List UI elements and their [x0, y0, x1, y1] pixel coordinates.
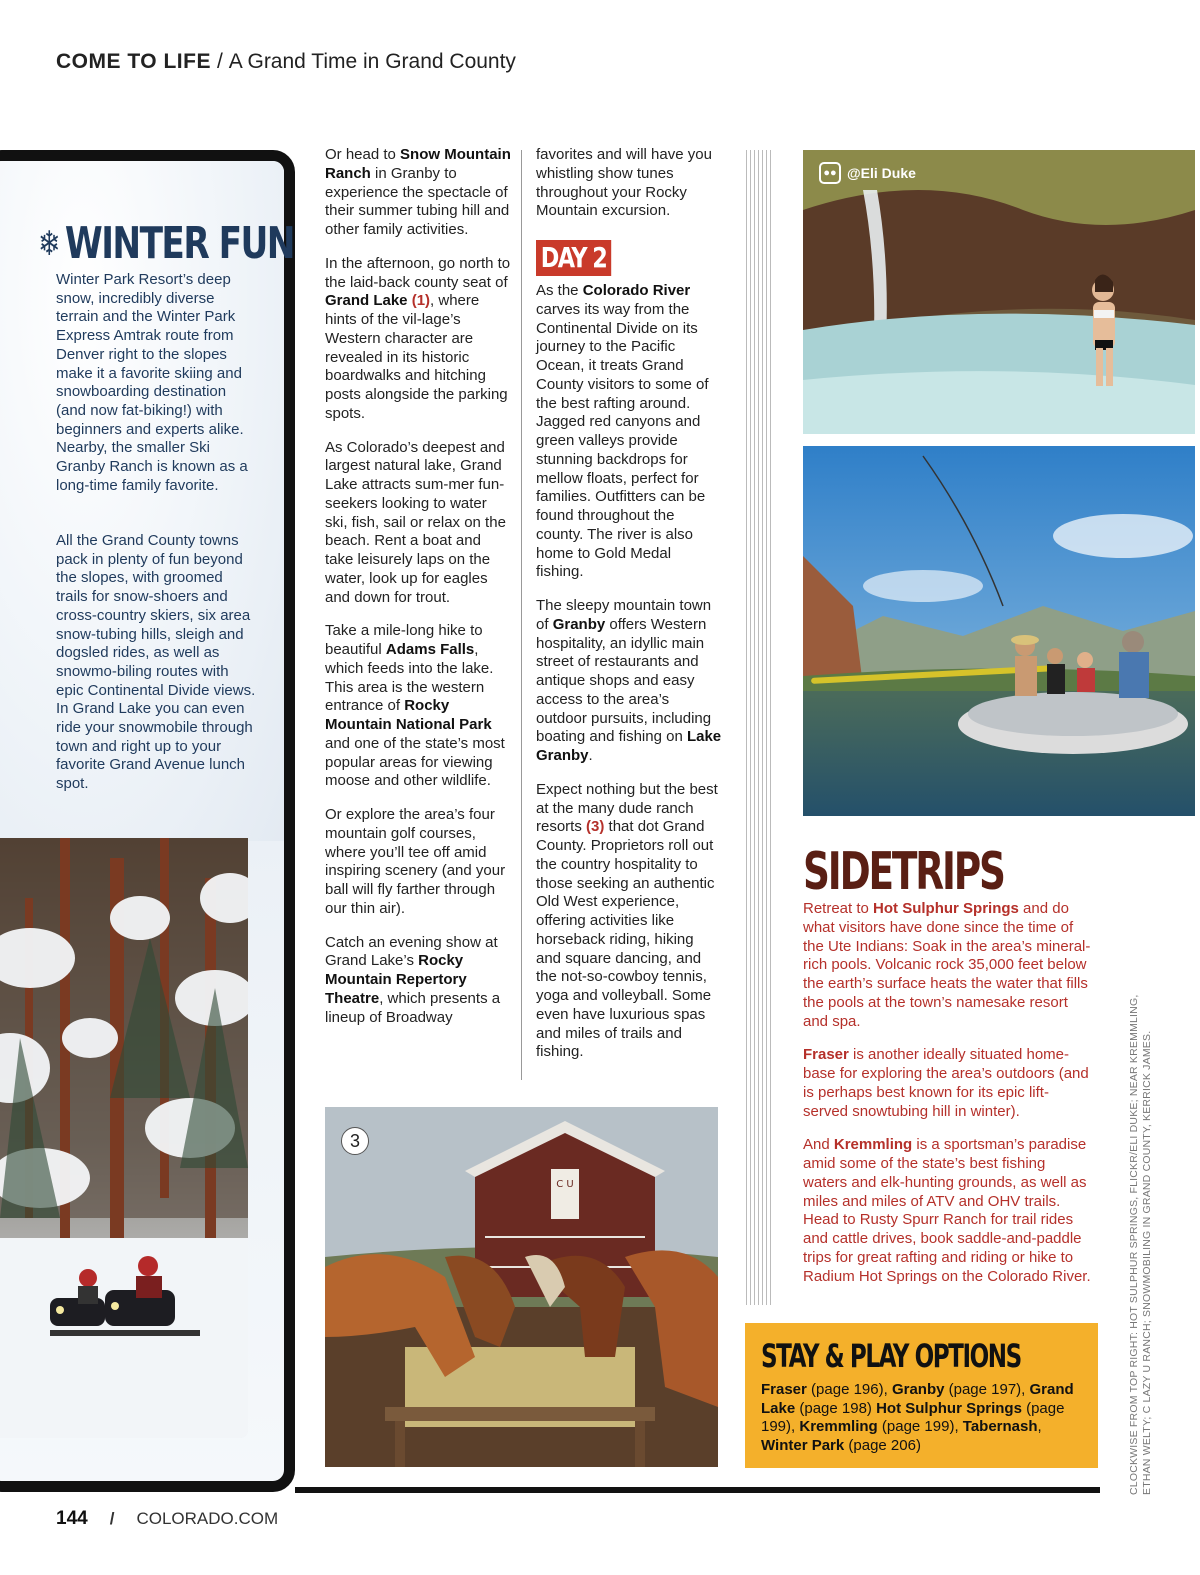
header-separator: /	[216, 50, 223, 73]
bold-term: Adams Falls	[385, 641, 475, 658]
bold-term: Snow Mountain Ranch	[325, 146, 511, 182]
sidetrips-title: SIDETRIPS	[803, 842, 1004, 902]
location-number-badge: 3	[341, 1127, 369, 1155]
winter-title-text: WINTER FUN	[64, 218, 294, 269]
decorative-stripe	[746, 150, 774, 1305]
stay-play-box	[745, 1323, 1098, 1468]
col1-paragraph: Or explore the area’s four mountain golf courses, where you’ll tee off amid inspiring scenery (and your ball will fly farther through our thin air).	[325, 806, 506, 917]
ranch-photo-art	[325, 1107, 718, 1467]
bold-term: Hot Sulphur Springs	[876, 1399, 1022, 1417]
snowmobile-photo	[0, 838, 248, 1438]
ranch-horses-photo	[325, 1107, 718, 1467]
page-footer	[56, 1508, 278, 1530]
bold-term: Rocky Mountain Repertory Theatre	[325, 952, 467, 1007]
bold-term: Fraser	[803, 1046, 849, 1064]
bottom-rule	[295, 1487, 1100, 1493]
col1-paragraph: Catch an evening show at Grand Lake’s Rocky Mountain Repertory Theatre, which presents a lineup of Broadway	[325, 933, 501, 1026]
bold-term: Tabernash	[962, 1418, 1038, 1435]
snowmobile-photo-art	[0, 838, 248, 1438]
bold-term: Rocky Mountain National Park	[325, 697, 492, 733]
col1-paragraph: In the afternoon, go north to the laid-back county seat of Grand Lake (1), where hints of the vil-lage’s Western character are revealed in its historic boardwalks and hitching posts alongside the parking spots.	[325, 254, 511, 422]
stay-play-title: STAY & PLAY OPTIONS	[761, 1337, 1021, 1375]
rafting-photo-art	[803, 446, 1195, 816]
bold-term: Lake Granby	[536, 728, 722, 764]
bold-term: Grand Lake	[761, 1381, 1074, 1417]
sidetrips-paragraph: Retreat to Hot Sulphur Springs and do what visitors have done since the time of the Ute Indians: Soak in the area’s mineral-rich pools. Volcanic rock 35,000 feet below the earth’s surface heats the water that fills the pools at the town’s namesake resort and spa.	[803, 900, 1091, 1030]
photo-credit-tag	[819, 162, 916, 184]
hot-springs-photo-art	[803, 150, 1195, 434]
col2-paragraph: The sleepy mountain town of Granby offers Western hospitality, an idyllic main street of restaurants and antique shops and easy access to the area’s outdoor pursuits, including boating and fishing on Lake Granby.	[536, 597, 722, 764]
bold-term: Fraser	[761, 1381, 807, 1398]
rafting-photo	[803, 446, 1195, 816]
bold-term: Kremmling	[799, 1418, 878, 1435]
col2-paragraph: favorites and will have you whistling show tunes throughout your Rocky Mountain excursion.	[536, 146, 712, 220]
hot-springs-photo	[803, 150, 1195, 434]
col1-paragraph: As Colorado’s deepest and largest natural lake, Grand Lake attracts sum-mer fun-seekers looking to water ski, fish, sail or relax on the beach. Rent a boat and take leisurely laps on the water, look up for eagles and down for trout.	[325, 438, 506, 606]
bold-term: Granby	[552, 615, 606, 633]
barn-letters: C U	[556, 1179, 574, 1190]
site-name: COLORADO.COM	[136, 1509, 279, 1528]
page-number: 144	[56, 1508, 88, 1529]
bold-term: Winter Park	[761, 1436, 845, 1454]
photo-credits: CLOCKWISE FROM TOP RIGHT: HOT SULPHUR SPRINGS, FLICKR/ELI DUKE; NEAR KREMMLING, ETHAN WELTY; C LAZY U RANCH; SNOWMOBILING IN GRAND COUNTY, KERRICK JAMES.	[1128, 994, 1153, 1495]
winter-paragraph-1: Winter Park Resort’s deep snow, incredibly diverse terrain and the Winter Park Express Amtrak route from Denver right to the slopes make it a favorite skiing and snowboarding destination (and now fat-biking!) with beginners and experts alike. Nearby, the smaller Ski Granby Ranch is known as a long-time family favorite.	[56, 271, 248, 494]
stay-play-text: Fraser (page 196), Granby (page 197), Grand Lake (page 198) Hot Sulphur Springs (page 199), Kremmling (page 199), Tabernash, Winter Park (page 206)	[761, 1381, 1074, 1454]
day-2-badge: DAY 2	[536, 240, 611, 276]
snowflake-icon: ❄	[38, 223, 59, 264]
bold-term: Granby	[891, 1381, 945, 1398]
body-column-2	[536, 146, 722, 1077]
winter-fun-title	[38, 218, 294, 269]
body-column-1	[325, 146, 511, 1042]
section-label: COME TO LIFE	[56, 50, 211, 73]
bold-term: Kremmling	[833, 1136, 913, 1154]
winter-paragraph-2: All the Grand County towns pack in plenty of fun beyond the slopes, with groomed trails for snow-shoers and cross-country skiers, six area snow-tubing hills, sleigh and dogsled rides, as well as snowmo-biling routes with epic Continental Divide views. In Grand Lake you can even ride your snowmobile through town and right up to your favorite Grand Avenue lunch spot.	[56, 532, 256, 793]
col2-paragraph: As the Colorado River carves its way from the Continental Divide on its journey to the Pacific Ocean, it treats Grand County visitors to some of the best rafting around. Jagged red canyons and green valleys provide stunning backdrops for mellow floats, perfect for families. Outfitters can be found throughout the county. The river is also home to Gold Medal fishing.	[536, 282, 709, 581]
map-reference: (1)	[411, 292, 431, 310]
bold-term: Colorado River	[582, 282, 691, 299]
col2-paragraph: Expect nothing but the best at the many dude ranch resorts (3) that dot Grand County. Proprietors roll out the country hospitality to those seeking an authentic Old West experience, offering activities like horseback riding, hiking and square dancing, and the not-so-cowboy tennis, yoga and volleyball. Some even have luxurious spas and miles of trails and fishing.	[536, 780, 718, 1061]
sidetrips-text	[803, 900, 1093, 1301]
column-divider	[521, 150, 522, 1080]
sidetrips-paragraph: Fraser is another ideally situated home-base for exploring the area’s outdoors (and is perhaps best known for its epic lift-served snowtubing hill in winter).	[803, 1046, 1089, 1120]
bold-term: Hot Sulphur Springs	[873, 900, 1019, 917]
article-title: A Grand Time in Grand County	[228, 50, 516, 73]
flickr-icon: ●●	[819, 162, 841, 184]
map-reference: (3)	[586, 818, 605, 836]
page-header	[56, 50, 516, 74]
col1-paragraph: Take a mile-long hike to beautiful Adams Falls, which feeds into the lake. This area is the western entrance of Rocky Mountain National Park and one of the state’s most popular areas for viewing moose and other wildlife.	[325, 622, 505, 790]
col1-paragraph: Or head to Snow Mountain Ranch in Granby to experience the spectacle of their summer tubing hill and other family activities.	[325, 146, 511, 238]
photo-credit-text: @Eli Duke	[847, 165, 916, 181]
sidetrips-paragraph: And Kremmling is a sportsman’s paradise amid some of the state’s best fishing waters and elk-hunting grounds, as well as miles and miles of ATV and OHV trails. Head to Rusty Spurr Ranch for trail rides and cattle drives, book saddle-and-paddle trips for great rafting and riding or hike to Radium Hot Springs on the Colorado River.	[803, 1136, 1091, 1285]
bold-term: Grand Lake	[325, 292, 408, 310]
footer-separator: /	[109, 1509, 115, 1528]
